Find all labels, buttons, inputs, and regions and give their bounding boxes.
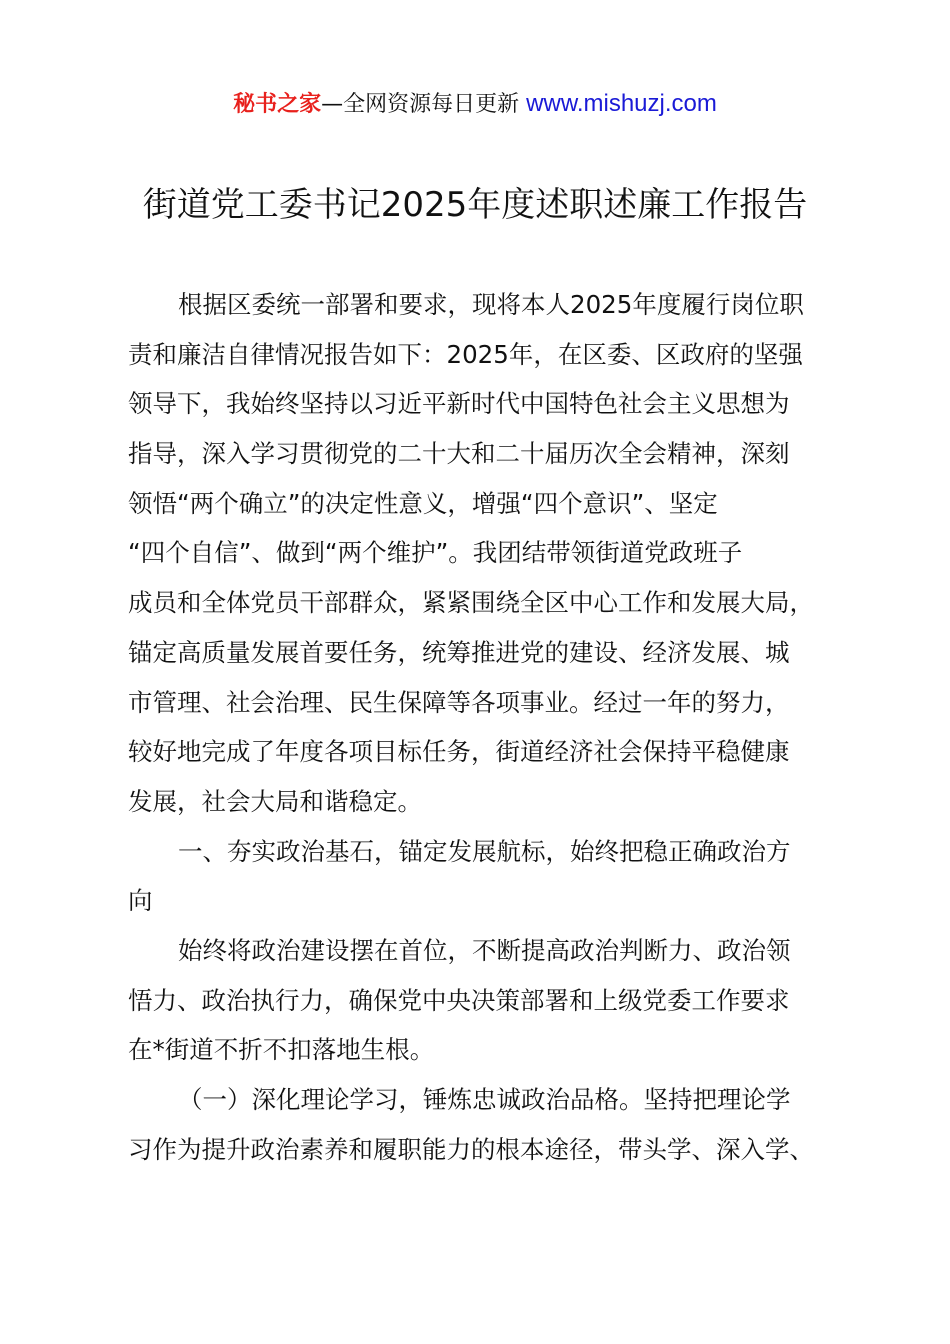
text-line: （一）深化理论学习，锤炼忠诚政治品格。坚持把理论学	[178, 1085, 791, 1114]
banner-tagline: —全网资源每日更新	[321, 92, 527, 117]
text-line: 指导，深入学习贯彻党的二十大和二十届历次全会精神，深刻	[128, 439, 790, 469]
text-line: “四个自信”、做到“两个维护”。我团结带领街道党政班子	[128, 538, 743, 568]
text-line: 市管理、社会治理、民生保障等各项事业。经过一年的努力，	[128, 687, 790, 717]
text-line: 领导下，我始终坚持以习近平新时代中国特色社会主义思想为	[128, 389, 790, 419]
text-line: 领悟“两个确立”的决定性意义，增强“四个意识”、坚定	[128, 488, 718, 518]
text-line: 发展，社会大局和谐稳定。	[128, 786, 422, 816]
text-line: 悟力、政治执行力，确保党中央决策部署和上级党委工作要求	[128, 985, 790, 1015]
document-body	[128, 280, 848, 1174]
text-line: 始终将政治建设摆在首位，不断提高政治判断力、政治领	[178, 935, 791, 965]
site-url-link[interactable]: www.mishuzj.com	[526, 90, 717, 117]
text-line: 锚定高质量发展首要任务，统筹推进党的建设、经济发展、城	[128, 637, 790, 667]
text-line: 责和廉洁自律情况报告如下：2025年，在区委、区政府的坚强	[128, 339, 803, 369]
document-title: 街道党工委书记2025年度述职述廉工作报告	[142, 185, 808, 225]
text-line: 成员和全体党员干部群众，紧紧围绕全区中心工作和发展大局，	[128, 588, 814, 618]
text-line: 较好地完成了年度各项目标任务，街道经济社会保持平稳健康	[128, 737, 790, 767]
text-line: 在*街道不折不扣落地生根。	[128, 1035, 435, 1065]
text-line: 根据区委统一部署和要求，现将本人2025年度履行岗位职	[178, 290, 804, 319]
text-line: 一、夯实政治基石，锚定发展航标，始终把稳正确政治方	[178, 836, 791, 866]
text-line: 习作为提升政治素养和履职能力的根本途径，带头学、深入学、	[128, 1134, 814, 1164]
brand-name: 秘书之家	[233, 92, 322, 117]
site-banner	[0, 88, 950, 121]
text-line: 向	[128, 886, 153, 916]
